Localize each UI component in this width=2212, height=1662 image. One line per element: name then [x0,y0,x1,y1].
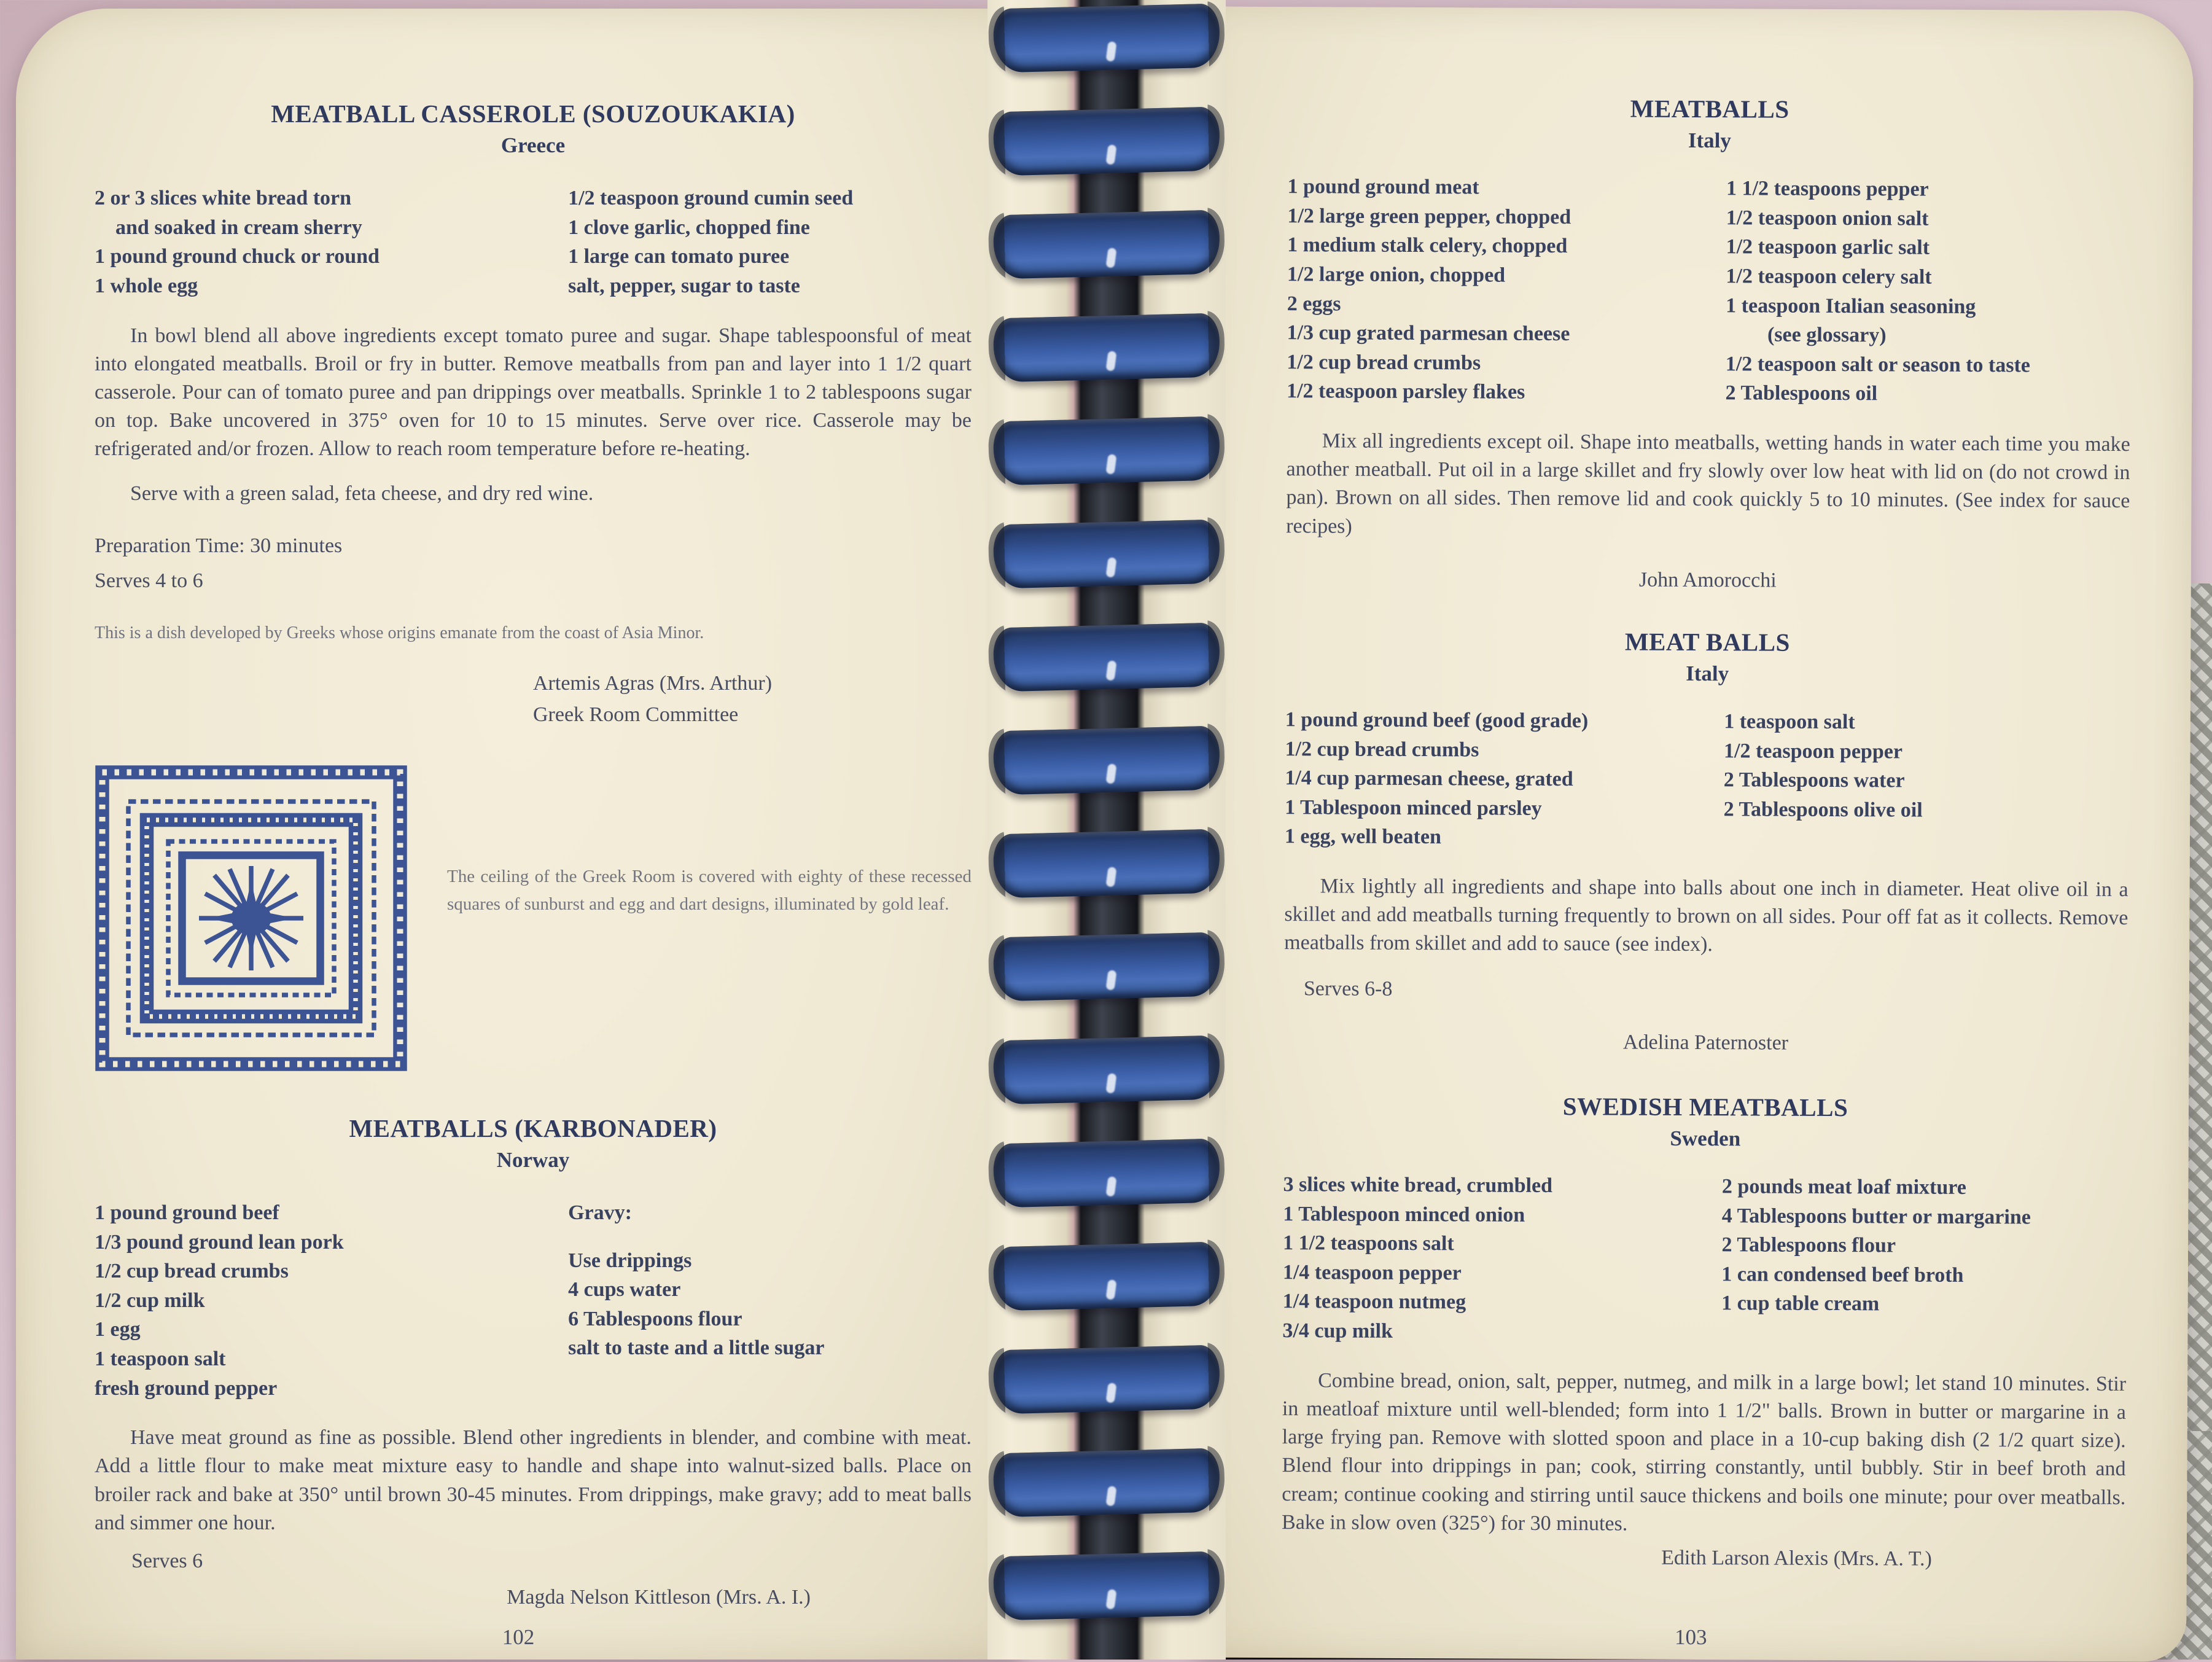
binding-loop [993,1345,1220,1414]
ingredient-line: 4 cups water [568,1278,681,1301]
binding-loop [993,416,1220,486]
recipe-origin: Greece [500,133,566,158]
attribution [533,668,972,730]
ingredient-line: 3 slices white bread, crumbled [1283,1173,1553,1198]
ingredient-line: 1/2 cup bread crumbs [1285,737,1479,762]
ingredient-line: 1/3 pound ground lean pork [95,1230,344,1254]
ingredient-line: 1/2 cup bread crumbs [1287,350,1481,375]
ingredient-line: 1/2 teaspoon pepper [1723,739,1903,763]
recipe-instructions: In bowl blend all above ingredients except tomato puree and sugar. Shape tablespoonsful of meat into elongated meatballs. Broil or fry in butter. Remove meatballs from pan and layer into 1 1/2 quart casserole. Pour can of tomato puree and pan drippings over meatballs. Sprinkle 1 to 2 tablespoons sugar on top. Bake uncovered in 375° oven for 10 to 15 minutes. Serve over rice. Casserole may be refrigerated and/or frozen. Allow to reach room temperature before re-heating. [95,324,972,461]
binding-loop [993,520,1220,589]
recipe-origin: Italy [1686,661,1729,686]
ingredient-line: 1 teaspoon Italian seasoning [1726,294,1976,318]
page-number: 103 [1674,1625,1707,1650]
recipe-instructions: Have meat ground as fine as possible. Blend other ingredients in blender, and combine with meat. Add a little flour to make meat mixture easy to handle and shape into walnut-sized balls. Place on broiler rack and bake at 350° until brown 30-45 minutes. From drippings, make gravy; add to meat balls and simmer one hour. [95,1426,972,1534]
serves-line: Serves 6 [131,1550,203,1573]
recipe-origin: Sweden [1670,1126,1741,1151]
ingredient-list-left [1285,705,1724,853]
attribution: Edith Larson Alexis (Mrs. A. T.) [1661,1546,1932,1570]
artwork-caption: The ceiling of the Greek Room is covered with eighty of these recessed squares of sunburst and egg and dart designs, illuminated by gold leaf. [447,866,972,914]
ingredient-line: 1/2 teaspoon celery salt [1726,265,1932,289]
recipe-title: MEAT BALLS [1624,627,1790,657]
recipe-title: MEATBALLS (KARBONADER) [349,1114,717,1142]
ingredient-line: 1/4 teaspoon pepper [1282,1260,1462,1285]
ingredient-line: 1/2 teaspoon parsley flakes [1287,380,1525,404]
ingredient-line: salt to taste and a little sugar [568,1336,825,1360]
ingredient-line: 1 Tablespoon minced onion [1283,1202,1525,1227]
attribution: Adelina Paternoster [1622,1031,1789,1055]
ingredient-line: 2 Tablespoons oil [1725,381,1878,405]
sunburst-artwork [95,765,414,1075]
recipe-title: SWEDISH MEATBALLS [1562,1091,1848,1122]
ingredient-line: 2 Tablespoons flour [1721,1233,1896,1257]
ingredient-line: salt, pepper, sugar to taste [568,274,800,297]
recipe-title: MEATBALLS [1630,94,1789,123]
ingredient-line: 2 eggs [1287,292,1341,315]
ingredient-list-right [1725,174,2131,410]
ingredient-line: 1 1/2 teaspoons salt [1283,1231,1454,1255]
ingredient-line: 3/4 cup milk [1282,1319,1393,1343]
ingredient-list-left [1282,1170,1722,1348]
ingredient-line: 6 Tablespoons flour [568,1307,742,1330]
ingredient-list-right [1723,707,2129,855]
ingredient-line: 1 medium stalk celery, chopped [1287,233,1568,258]
recipe-instructions: Combine bread, onion, salt, pepper, nutmeg, and milk in a large bowl; let stand 10 minutes. Stir in meatloaf mixture until well-blended; form into 1 1/2" balls. Brown in butter or margarine in a large frying pan. Remove with slotted spoon and place in a 10-cup baking dish (2 1/2 quart size). Blend flour into drippings in pan; cook, stirring constantly, until bubbly. Stir in beef broth and cream; continue cooking and stirring until sauce thickens and boils one minute; pour over meatballs. Bake in slow oven (325°) for 30 minutes. [1282,1368,2127,1535]
binding-loop [993,313,1220,383]
binding-loops [994,6,1220,1657]
ingredient-line: 1/2 teaspoon ground cumin seed [568,187,854,210]
ingredient-columns [95,1198,972,1403]
ingredient-line: 1 pound ground beef (good grade) [1285,708,1589,733]
ingredient-line: 1 cup table cream [1721,1292,1880,1316]
ingredient-columns [1287,172,2132,410]
attribution: Magda Nelson Kittleson (Mrs. A. I.) [507,1586,811,1609]
ingredient-line: 2 Tablespoons water [1723,768,1905,792]
binding-loop [993,1242,1220,1311]
binding-loop [993,726,1220,795]
ingredient-columns [1282,1170,2127,1349]
ingredient-list-right [568,1198,972,1403]
ingredient-list-left [95,184,568,300]
recipe-instructions: Mix lightly all ingredients and shape into balls about one inch in diameter. Heat olive oil in a skillet and add meatballs turning frequently to brown on all sides. Pour off fat as it collects. Remove meatballs from skillet and add to sauce (see index). [1284,875,2128,956]
ingredient-line: (see glossary) [1725,323,1887,347]
ingredient-line: 1/2 teaspoon onion salt [1726,206,1929,230]
ingredient-columns [1285,705,2129,855]
recipe-origin: Italy [1688,128,1732,153]
ingredient-list-right [1721,1172,2127,1349]
attribution-org: Greek Room Committee [533,703,739,726]
ingredient-line: 1 Tablespoon minced parsley [1285,795,1542,820]
ingredient-line: 1 can condensed beef broth [1721,1262,1964,1287]
ingredient-line: 1/2 cup milk [95,1289,205,1312]
ingredient-list-left [1287,172,1726,408]
ingredient-line: Use drippings [568,1249,692,1272]
attribution: John Amorocchi [1638,568,1777,592]
ingredient-list-right [568,184,972,300]
ingredient-line: 1 clove garlic, chopped fine [568,216,810,239]
cookbook-page-left [16,9,1021,1660]
ingredient-line: fresh ground pepper [95,1376,278,1400]
binding-loop [993,210,1220,279]
serves-line: Serves 4 to 6 [95,569,203,592]
ingredient-line: 1 egg, well beaten [1284,825,1442,849]
binding-loop [993,623,1220,692]
ingredient-line: 1/2 cup bread crumbs [95,1260,289,1283]
prep-time: Preparation Time: 30 minutes [95,534,343,557]
binding-loop [993,4,1220,73]
ingredient-line: 1 pound ground beef [95,1201,279,1225]
ingredient-line: 1 pound ground meat [1287,175,1479,199]
ingredient-line: 2 or 3 slices white bread torn [95,187,352,210]
page-number: 102 [502,1625,535,1649]
recipe-meta [95,530,972,596]
cookbook-page-right [1195,6,2194,1661]
ingredient-line: 1/2 large green pepper, chopped [1287,204,1571,228]
ingredient-line: 1 large can tomato puree [568,245,790,268]
binding-loop [993,932,1220,1002]
attribution-name: Artemis Agras (Mrs. Arthur) [533,671,773,695]
ingredient-line: and soaked in cream sherry [95,216,362,239]
ingredient-list-left [95,1198,568,1403]
ingredient-line: 1/2 teaspoon garlic salt [1726,235,1930,259]
ingredient-line: 2 Tablespoons olive oil [1723,797,1923,822]
ingredient-line: 1 teaspoon salt [1724,710,1855,734]
spiral-binding [987,0,1226,1660]
binding-loop [993,1551,1220,1621]
binding-loop [993,107,1220,176]
serves-line: Serves 6-8 [1303,977,1393,1001]
recipe-note: This is a dish developed by Greeks whose origins emanate from the coast of Asia Minor. [95,623,704,642]
binding-loop [993,1036,1220,1105]
ingredient-line: 1/4 cup parmesan cheese, grated [1285,767,1573,791]
ingredient-line: Gravy: [568,1201,632,1225]
ingredient-line: 4 Tablespoons butter or margarine [1721,1204,2031,1229]
ingredient-line: 2 pounds meat loaf mixture [1721,1175,1966,1199]
ingredient-line: 1 1/2 teaspoons pepper [1726,177,1929,201]
binding-loop [993,1448,1220,1518]
ingredient-columns [95,184,972,300]
ingredient-line: 1/3 cup grated parmesan cheese [1287,321,1570,346]
recipe-instructions: Mix all ingredients except oil. Shape into meatballs, wetting hands in water each time you make another meatball. Put oil in a large skillet and fry slowly over low heat with lid on (do not crowd in pan). Brown on all sides. Then remove lid and cook quickly 5 to 10 minutes. (See index for sauce recipes) [1286,429,2130,538]
ingredient-line: 1 whole egg [95,274,198,297]
ingredient-line: 1 egg [95,1318,141,1341]
recipe-origin: Norway [496,1148,570,1172]
binding-loop [993,829,1220,899]
recipe-title: MEATBALL CASSEROLE (SOUZOUKAKIA) [271,99,795,128]
serving-suggestion: Serve with a green salad, feta cheese, and dry red wine. [130,482,594,505]
ingredient-line: 1/4 teaspoon nutmeg [1282,1290,1466,1314]
ingredient-line: 1/2 large onion, chopped [1287,263,1506,287]
ingredient-line: 1 pound ground chuck or round [95,245,380,268]
ingredient-line: 1/2 teaspoon salt or season to taste [1725,352,2031,377]
ingredient-line: 1 teaspoon salt [95,1348,226,1371]
binding-loop [993,1139,1220,1208]
